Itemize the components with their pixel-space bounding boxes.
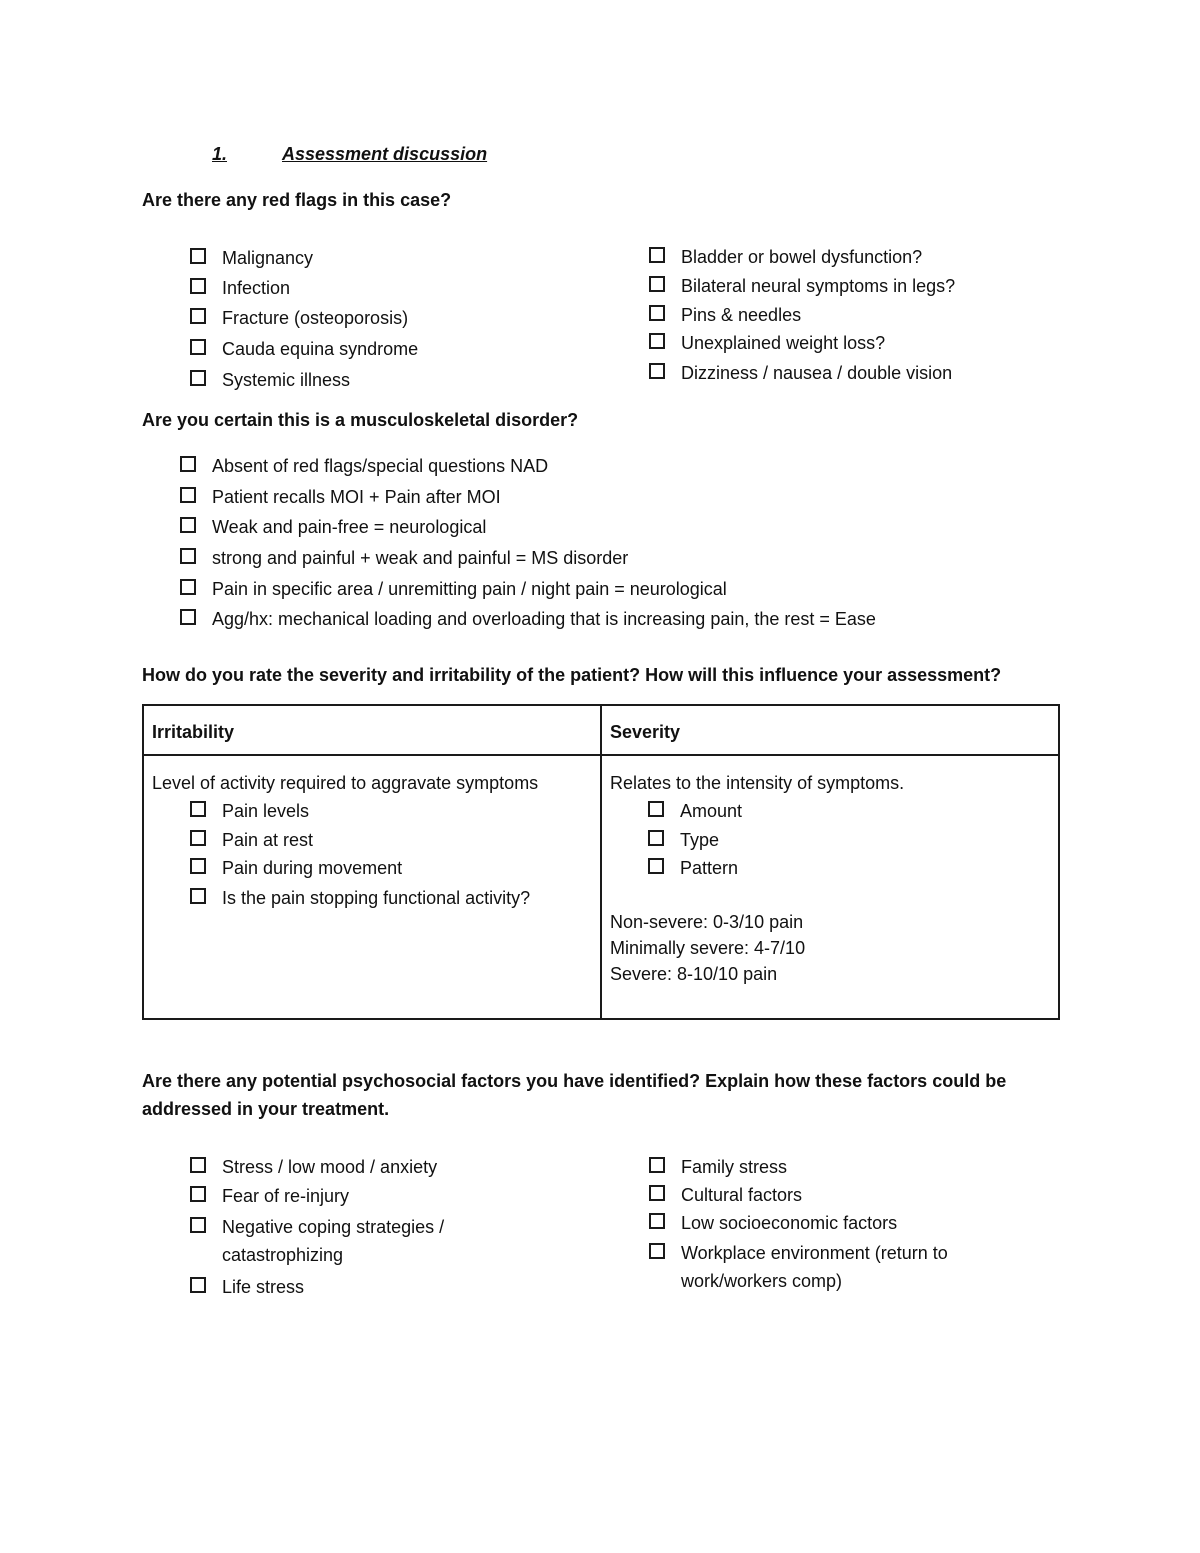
severity-scale-line: Minimally severe: 4-7/10 — [610, 938, 806, 958]
checkbox-icon[interactable] — [649, 333, 665, 349]
irritability-label: Pain at rest — [222, 830, 314, 850]
severity-question: How do you rate the severity and irritability of the patient? How will this influence your assessment? — [142, 665, 1002, 685]
irritability-cell — [143, 755, 601, 1019]
checkbox-icon[interactable] — [190, 278, 206, 294]
severity-label: Pattern — [680, 858, 739, 878]
irritability-header: Irritability — [152, 722, 235, 742]
psychosocial-label: Fear of re-injury — [222, 1186, 350, 1206]
checkbox-icon[interactable] — [648, 830, 664, 846]
checkbox-icon[interactable] — [190, 888, 206, 904]
msk-label: Pain in specific area / unremitting pain / night pain = neurological — [212, 579, 727, 599]
psychosocial-question-line1: Are there any potential psychosocial factors you have identified? Explain how these factors could be — [142, 1071, 1007, 1091]
severity-scale-line: Severe: 8-10/10 pain — [610, 964, 778, 984]
psychosocial-label: Cultural factors — [681, 1185, 803, 1205]
psychosocial-label: Low socioeconomic factors — [681, 1213, 898, 1233]
irritability-label: Pain levels — [222, 801, 310, 821]
checkbox-icon[interactable] — [649, 363, 665, 379]
msk-label: Agg/hx: mechanical loading and overloading that is increasing pain, the rest = Ease — [212, 609, 876, 629]
psychosocial-label: Stress / low mood / anxiety — [222, 1157, 438, 1177]
severity-scale-line: Non-severe: 0-3/10 pain — [610, 912, 804, 932]
checkbox-icon[interactable] — [190, 339, 206, 355]
irritability-header-cell — [143, 705, 601, 755]
section-number: 1. — [212, 144, 228, 164]
severity-label: Type — [680, 830, 720, 850]
checkbox-icon[interactable] — [649, 305, 665, 321]
checkbox-icon[interactable] — [649, 1157, 665, 1173]
psychosocial-question-line2: addressed in your treatment. — [142, 1099, 390, 1119]
checkbox-icon[interactable] — [648, 858, 664, 874]
msk-label: Patient recalls MOI + Pain after MOI — [212, 487, 501, 507]
checkbox-icon[interactable] — [190, 1217, 206, 1233]
section-title: Assessment discussion — [282, 144, 488, 164]
severity-header-cell — [601, 705, 1059, 755]
severity-header: Severity — [610, 722, 681, 742]
red-flag-label: Systemic illness — [222, 370, 351, 390]
psychosocial-label: Workplace environment (return to work/workers comp) — [681, 1243, 948, 1291]
red-flag-label: Bladder or bowel dysfunction? — [681, 247, 923, 267]
checkbox-icon[interactable] — [190, 1157, 206, 1173]
checkbox-icon[interactable] — [649, 276, 665, 292]
checkbox-icon[interactable] — [190, 1277, 206, 1293]
msk-question: Are you certain this is a musculoskeletal disorder? — [142, 410, 579, 430]
red-flags-question: Are there any red flags in this case? — [142, 190, 452, 210]
checkbox-icon[interactable] — [190, 370, 206, 386]
red-flag-label: Fracture (osteoporosis) — [222, 308, 409, 328]
red-flag-label: Unexplained weight loss? — [681, 333, 886, 353]
severity-intro: Relates to the intensity of symptoms. — [610, 773, 905, 793]
irritability-label: Is the pain stopping functional activity? — [222, 888, 531, 908]
red-flag-label: Infection — [222, 278, 291, 298]
checkbox-icon[interactable] — [190, 248, 206, 264]
msk-label: Absent of red flags/special questions NAD — [212, 456, 549, 476]
irritability-severity-table — [142, 704, 1060, 1020]
severity-cell — [601, 755, 1059, 1019]
checkbox-icon[interactable] — [180, 579, 196, 595]
psychosocial-label: Life stress — [222, 1277, 305, 1297]
psychosocial-label: Negative coping strategies / catastrophizing — [222, 1217, 445, 1265]
red-flag-label: Dizziness / nausea / double vision — [681, 363, 953, 383]
severity-label: Amount — [680, 801, 743, 821]
red-flag-label: Malignancy — [222, 248, 314, 268]
msk-label: Weak and pain-free = neurological — [212, 517, 487, 537]
checkbox-icon[interactable] — [180, 517, 196, 533]
checkbox-icon[interactable] — [180, 456, 196, 472]
checkbox-icon[interactable] — [649, 247, 665, 263]
checkbox-icon[interactable] — [190, 308, 206, 324]
checkbox-icon[interactable] — [190, 830, 206, 846]
checkbox-icon[interactable] — [649, 1213, 665, 1229]
checkbox-icon[interactable] — [190, 858, 206, 874]
psychosocial-label: Family stress — [681, 1157, 788, 1177]
irritability-label: Pain during movement — [222, 858, 403, 878]
checkbox-icon[interactable] — [180, 609, 196, 625]
red-flag-label: Bilateral neural symptoms in legs? — [681, 276, 956, 296]
checkbox-icon[interactable] — [190, 801, 206, 817]
irritability-intro: Level of activity required to aggravate symptoms — [152, 773, 539, 793]
checkbox-icon[interactable] — [648, 801, 664, 817]
checkbox-icon[interactable] — [649, 1243, 665, 1259]
red-flag-label: Cauda equina syndrome — [222, 339, 419, 359]
msk-label: strong and painful + weak and painful = MS disorder — [212, 548, 629, 568]
checkbox-icon[interactable] — [190, 1186, 206, 1202]
red-flag-label: Pins & needles — [681, 305, 802, 325]
checkbox-icon[interactable] — [180, 548, 196, 564]
checkbox-icon[interactable] — [180, 487, 196, 503]
checkbox-icon[interactable] — [649, 1185, 665, 1201]
